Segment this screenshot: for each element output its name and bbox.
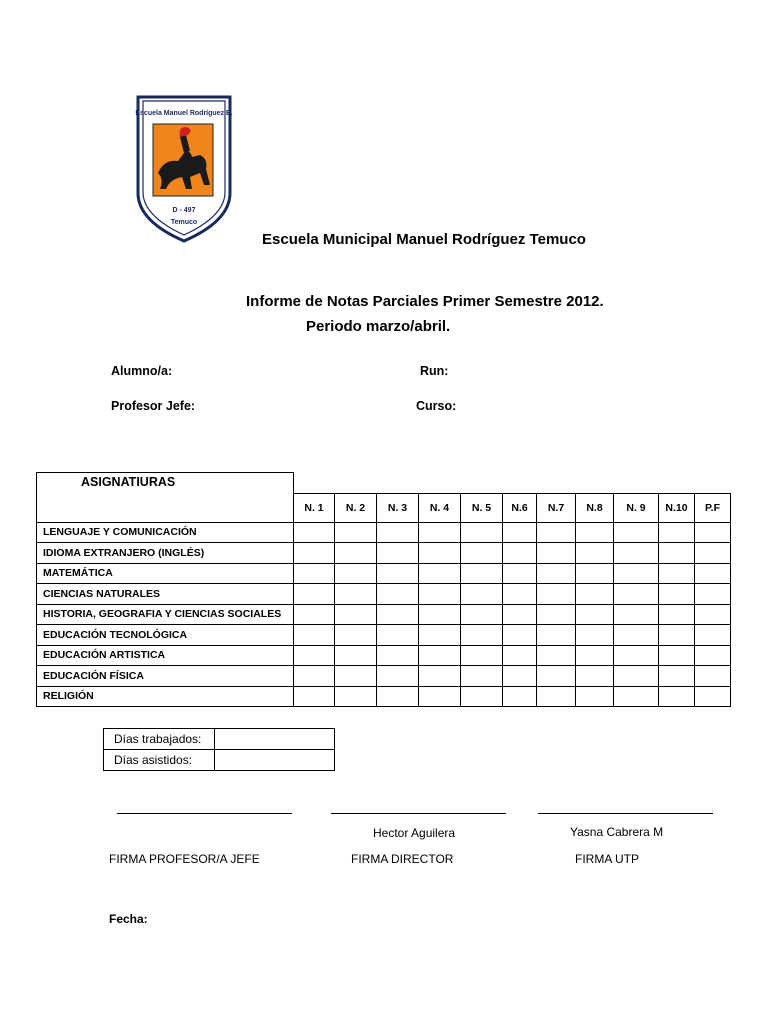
grade-cell xyxy=(377,645,419,666)
dias-trabajados-label: Días trabajados: xyxy=(104,729,215,750)
grade-cell xyxy=(576,604,614,625)
grades-table xyxy=(36,472,731,707)
grade-cell xyxy=(576,584,614,605)
attendance-row xyxy=(104,750,335,771)
grade-cell xyxy=(614,522,659,543)
grade-cell xyxy=(335,584,377,605)
grade-cell xyxy=(294,686,335,707)
profesor-jefe-label: Profesor Jefe: xyxy=(111,399,196,413)
table-row xyxy=(37,584,731,605)
grade-cell xyxy=(614,666,659,687)
utp-name: Yasna Cabrera M xyxy=(570,825,664,839)
grade-cell xyxy=(503,686,537,707)
col-header: N. 1 xyxy=(294,493,335,522)
col-header: N. 4 xyxy=(419,493,461,522)
grade-cell xyxy=(419,522,461,543)
grade-cell xyxy=(659,604,695,625)
logo-city: Temuco xyxy=(170,219,198,226)
col-header: N.8 xyxy=(576,493,614,522)
subject-name: EDUCACIÓN ARTISTICA xyxy=(37,645,294,666)
grade-cell xyxy=(614,543,659,564)
subjects-header: ASIGNATIURAS xyxy=(37,473,294,523)
logo-code: D - 497 xyxy=(172,207,196,214)
grade-cell xyxy=(659,645,695,666)
grade-cell xyxy=(659,666,695,687)
table-row xyxy=(37,666,731,687)
grade-cell xyxy=(461,563,503,584)
attendance-table xyxy=(103,728,335,771)
grade-cell xyxy=(294,625,335,646)
grade-cell xyxy=(335,686,377,707)
grade-cell xyxy=(695,563,731,584)
curso-label: Curso: xyxy=(416,399,457,413)
grade-cell xyxy=(576,666,614,687)
alumno-label: Alumno/a: xyxy=(111,364,173,378)
grade-cell xyxy=(537,543,576,564)
grade-cell xyxy=(695,645,731,666)
grade-cell xyxy=(294,522,335,543)
grade-cell xyxy=(377,584,419,605)
grade-cell xyxy=(503,584,537,605)
col-header: N. 2 xyxy=(335,493,377,522)
director-name: Hector Aguilera xyxy=(373,826,456,840)
grade-cell xyxy=(537,625,576,646)
grade-cell xyxy=(537,584,576,605)
grade-cell xyxy=(419,563,461,584)
grade-cell xyxy=(335,604,377,625)
grade-cell xyxy=(503,645,537,666)
grade-cell xyxy=(419,625,461,646)
grade-cell xyxy=(461,666,503,687)
subject-name: LENGUAJE Y COMUNICACIÓN xyxy=(37,522,294,543)
grade-cell xyxy=(695,686,731,707)
grade-cell xyxy=(503,604,537,625)
grade-cell xyxy=(377,625,419,646)
grade-cell xyxy=(659,686,695,707)
grade-cell xyxy=(659,522,695,543)
grade-cell xyxy=(537,645,576,666)
grade-cell xyxy=(576,686,614,707)
grade-cell xyxy=(377,522,419,543)
table-row xyxy=(37,563,731,584)
grade-cell xyxy=(335,666,377,687)
grade-cell xyxy=(335,522,377,543)
attendance-row xyxy=(104,729,335,750)
grade-cell xyxy=(461,604,503,625)
grade-cell xyxy=(695,522,731,543)
school-logo-emblem xyxy=(134,93,234,245)
logo-top-text: Escuela Manuel Rodríguez E. xyxy=(135,110,233,117)
grade-cell xyxy=(614,584,659,605)
grade-cell xyxy=(335,543,377,564)
signature-line-profesor xyxy=(117,813,292,814)
dias-asistidos-label: Días asistidos: xyxy=(104,750,215,771)
grade-cell xyxy=(576,645,614,666)
grade-cell xyxy=(461,522,503,543)
grade-cell xyxy=(537,666,576,687)
grade-cell xyxy=(503,563,537,584)
grade-cell xyxy=(695,543,731,564)
grade-cell xyxy=(419,543,461,564)
grade-cell xyxy=(659,584,695,605)
grade-cell xyxy=(377,666,419,687)
col-header: N.10 xyxy=(659,493,695,522)
grade-cell xyxy=(503,522,537,543)
grade-cell xyxy=(576,543,614,564)
grade-cell xyxy=(614,604,659,625)
grade-cell xyxy=(614,686,659,707)
run-label: Run: xyxy=(420,364,449,378)
grade-cell xyxy=(419,666,461,687)
grade-cell xyxy=(576,625,614,646)
grade-cell xyxy=(377,563,419,584)
grade-cell xyxy=(335,563,377,584)
firma-director-label: FIRMA DIRECTOR xyxy=(351,852,454,866)
grade-cell xyxy=(537,522,576,543)
subject-name: IDIOMA EXTRANJERO (INGLÉS) xyxy=(37,543,294,564)
grade-cell xyxy=(294,543,335,564)
grade-cell xyxy=(419,686,461,707)
grade-cell xyxy=(576,522,614,543)
table-row xyxy=(37,645,731,666)
subject-name: EDUCACIÓN TECNOLÓGICA xyxy=(37,625,294,646)
grade-cell xyxy=(419,604,461,625)
col-header: P.F xyxy=(695,493,731,522)
grade-cell xyxy=(294,604,335,625)
grade-cell xyxy=(294,563,335,584)
subject-name: RELIGIÓN xyxy=(37,686,294,707)
grade-cell xyxy=(537,604,576,625)
grade-cell xyxy=(461,645,503,666)
grade-cell xyxy=(614,645,659,666)
grade-cell xyxy=(377,686,419,707)
grade-cell xyxy=(659,625,695,646)
grade-cell xyxy=(461,625,503,646)
report-title: Informe de Notas Parciales Primer Semestre 2012. xyxy=(246,293,604,310)
report-period: Periodo marzo/abril. xyxy=(306,318,451,335)
signature-line-director xyxy=(331,813,506,814)
dias-trabajados-value xyxy=(215,729,335,750)
fecha-label: Fecha: xyxy=(109,912,148,926)
school-name: Escuela Municipal Manuel Rodríguez Temuco xyxy=(262,231,586,248)
grade-cell xyxy=(659,543,695,564)
grade-cell xyxy=(294,666,335,687)
grade-cell xyxy=(537,686,576,707)
grade-cell xyxy=(614,563,659,584)
grade-cell xyxy=(377,604,419,625)
table-row xyxy=(37,604,731,625)
dias-asistidos-value xyxy=(215,750,335,771)
col-header: N. 9 xyxy=(614,493,659,522)
table-row xyxy=(37,686,731,707)
grade-cell xyxy=(659,563,695,584)
grade-cell xyxy=(503,666,537,687)
grade-cell xyxy=(461,584,503,605)
table-row xyxy=(37,522,731,543)
firma-profesor-label: FIRMA PROFESOR/A JEFE xyxy=(109,852,260,866)
table-row xyxy=(37,543,731,564)
grade-cell xyxy=(419,584,461,605)
grade-cell xyxy=(695,666,731,687)
grade-cell xyxy=(695,625,731,646)
grade-cell xyxy=(294,645,335,666)
col-header: N. 3 xyxy=(377,493,419,522)
firma-utp-label: FIRMA UTP xyxy=(575,852,640,866)
grade-cell xyxy=(695,604,731,625)
signature-line-utp xyxy=(538,813,713,814)
grade-cell xyxy=(335,625,377,646)
grade-cell xyxy=(335,645,377,666)
grade-cell xyxy=(614,625,659,646)
grade-cell xyxy=(503,625,537,646)
grade-cell xyxy=(503,543,537,564)
grade-cell xyxy=(576,563,614,584)
grade-cell xyxy=(461,686,503,707)
grade-cell xyxy=(695,584,731,605)
col-header: N.7 xyxy=(537,493,576,522)
subject-name: CIENCIAS NATURALES xyxy=(37,584,294,605)
grade-cell xyxy=(377,543,419,564)
grade-cell xyxy=(537,563,576,584)
col-header: N.6 xyxy=(503,493,537,522)
table-row xyxy=(37,625,731,646)
subject-name: EDUCACIÓN FÍSICA xyxy=(37,666,294,687)
grade-cell xyxy=(461,543,503,564)
grade-cell xyxy=(294,584,335,605)
col-header: N. 5 xyxy=(461,493,503,522)
subject-name: HISTORIA, GEOGRAFIA Y CIENCIAS SOCIALES xyxy=(37,604,294,625)
subject-name: MATEMÁTICA xyxy=(37,563,294,584)
grade-cell xyxy=(419,645,461,666)
